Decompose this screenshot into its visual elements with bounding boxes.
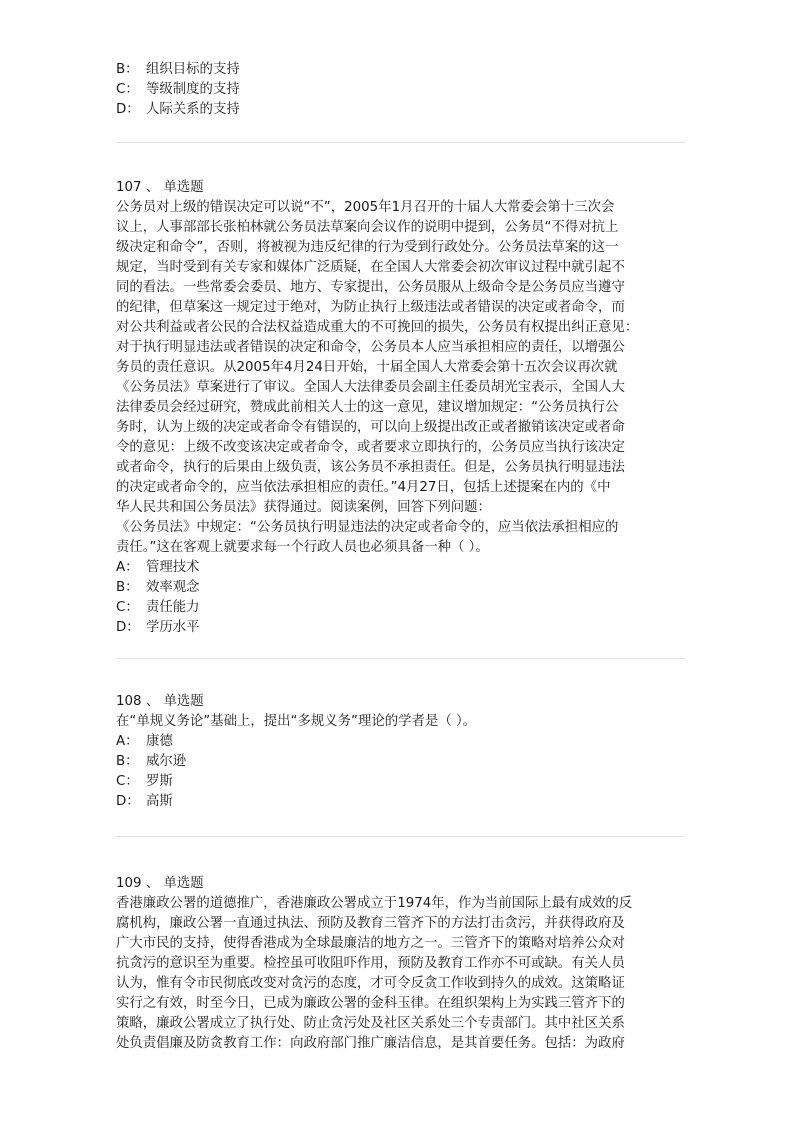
stem-line: 认为，惟有令市民彻底改变对贪污的态度，才可令反贪工作收到持久的成效。这策略证 [116,976,625,991]
question-107 [116,178,686,638]
option-d[interactable] [116,792,686,812]
question-divider [116,658,686,659]
question-stem [116,712,686,732]
stem-line: 务时，认为上级的决定或者命令有错误的，可以向上级提出改正或者撤销该决定或者命 [116,420,625,435]
question-header [116,874,686,894]
stem-line: 或者命令，执行的后果由上级负责，该公务员不承担责任。但是，公务员执行明显违法 [116,460,625,475]
question-options [116,558,686,638]
stem-line: 同的看法。一些常委会委员、地方、专家提出，公务员服从上级命令是公务员应当遵守 [116,280,625,295]
question-sep: 、 [145,876,160,891]
option-key: C： [116,600,139,615]
option-text: 高斯 [146,794,173,809]
option-text: 康德 [146,734,173,749]
stem-line: 议上，人事部部长张柏林就公务员法草案向会议作的说明中提到，公务员“不得对抗上 [116,220,619,235]
question-sep: 、 [145,694,160,709]
stem-line: 策略，廉政公署成立了执行处、防止贪污处及社区关系处三个专责部门。其中社区关系 [116,1016,625,1031]
option-key: B： [116,754,139,769]
option-b[interactable] [116,752,686,772]
question-number: 109 [116,876,142,891]
option-text: 学历水平 [146,620,200,635]
option-d[interactable] [116,618,686,638]
stem-line: 对公共利益或者公民的合法权益造成重大的不可挽回的损失，公务员有权提出纠正意见： [116,320,639,335]
option-text: 责任能力 [146,600,200,615]
question-header [116,692,686,712]
option-key: D： [116,102,140,117]
stem-line: 的纪律，但草案这一规定过于绝对，为防止执行上级违法或者错误的决定或者命令，而 [116,300,625,315]
option-a[interactable] [116,558,686,578]
stem-line: 法律委员会经过研究，赞成此前相关人士的这一意见，建议增加规定：“公务员执行公 [116,400,619,415]
option-c[interactable] [116,80,686,100]
option-key: C： [116,82,139,97]
stem-line: 级决定和命令”，否则，将被视为违反纪律的行为受到行政处分。公务员法草案的这一 [116,240,619,255]
question-divider [116,836,686,837]
prev-question-options [116,60,686,120]
question-108 [116,692,686,812]
stem-line: 华人民共和国公务员法》获得通过。阅读案例，回答下列问题： [116,500,491,515]
option-text: 管理技术 [146,560,200,575]
stem-line: 务员的责任意识。从2005年4月24日开始，十届全国人大常委会第十五次会议再次就 [116,360,618,375]
option-text: 组织目标的支持 [146,62,240,77]
option-b[interactable] [116,60,686,80]
question-type: 单选题 [163,876,204,891]
question-number: 107 [116,180,142,195]
option-b[interactable] [116,578,686,598]
stem-line: 《公务员法》中规定：“公务员执行明显违法的决定或者命令的，应当依法承担相应的 [116,520,619,535]
stem-line: 处负责倡廉及防贪教育工作：向政府部门推广廉洁信息，是其首要任务。包括：为政府 [116,1036,625,1051]
question-type: 单选题 [163,694,204,709]
option-c[interactable] [116,772,686,792]
option-key: D： [116,620,140,635]
stem-line: 腐机构，廉政公署一直通过执法、预防及教育三管齐下的方法打击贪污，并获得政府及 [116,916,625,931]
option-key: B： [116,62,139,77]
question-type: 单选题 [163,180,204,195]
option-text: 威尔逊 [146,754,187,769]
question-stem [116,198,686,558]
question-divider [116,142,686,143]
stem-line: 公务员对上级的错误决定可以说“不”，2005年1月召开的十届人大常委会第十三次会 [116,200,615,215]
option-text: 效率观念 [146,580,200,595]
stem-line: 《公务员法》草案进行了审议。全国人大法律委员会副主任委员胡光宝表示，全国人大 [116,380,625,395]
stem-line: 在“单规义务论”基础上，提出“多规义务”理论的学者是（ ）。 [116,714,477,729]
option-key: A： [116,560,139,575]
stem-line: 香港廉政公署的道德推广，香港廉政公署成立于1974年，作为当前国际上最有成效的反 [116,896,633,911]
option-text: 人际关系的支持 [146,102,240,117]
option-key: D： [116,794,140,809]
option-key: B： [116,580,139,595]
question-sep: 、 [145,180,160,195]
question-header [116,178,686,198]
stem-line: 责任。”这在客观上就要求每一个行政人员也必须具备一种（ ）。 [116,540,489,555]
option-text: 等级制度的支持 [146,82,240,97]
option-text: 罗斯 [146,774,173,789]
option-key: A： [116,734,139,749]
option-d[interactable] [116,100,686,120]
stem-line: 抗贪污的意识至为重要。检控虽可收阻吓作用，预防及教育工作亦不可或缺。有关人员 [116,956,625,971]
question-number: 108 [116,694,142,709]
option-a[interactable] [116,732,686,752]
stem-line: 规定，当时受到有关专家和媒体广泛质疑，在全国人大常委会初次审议过程中就引起不 [116,260,625,275]
stem-line: 对于执行明显违法或者错误的决定和命令，公务员本人应当承担相应的责任，以增强公 [116,340,625,355]
stem-line: 广大市民的支持，使得香港成为全球最廉洁的地方之一。三管齐下的策略对培养公众对 [116,936,625,951]
question-109 [116,874,686,1054]
stem-line: 令的意见：上级不改变该决定或者命令，或者要求立即执行的，公务员应当执行该决定 [116,440,625,455]
question-stem [116,894,686,1054]
option-key: C： [116,774,139,789]
stem-line: 实行之有效，时至今日，已成为廉政公署的金科玉律。在组织架构上为实践三管齐下的 [116,996,625,1011]
option-c[interactable] [116,598,686,618]
question-options [116,732,686,812]
stem-line: 的决定或者命令的，应当依法承担相应的责任。”4月27日，包括上述提案在内的《中 [116,480,611,495]
